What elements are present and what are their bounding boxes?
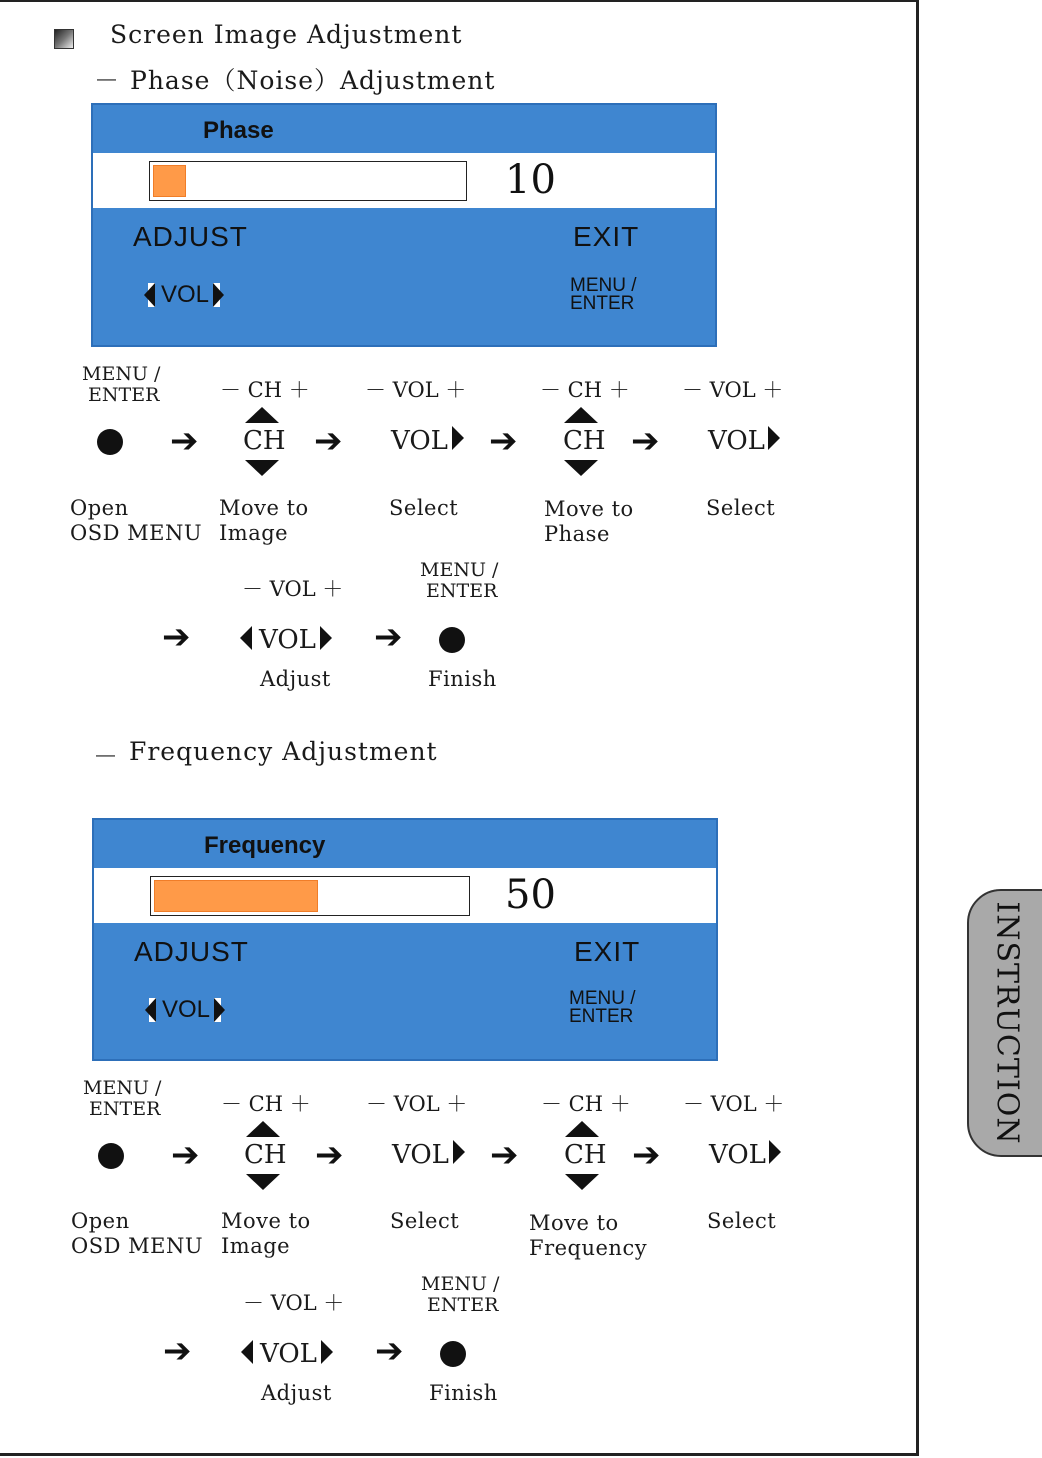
right-triangle-icon [768,426,780,450]
step-key-label: － CH ＋ [540,378,630,402]
osd-enter-line: ENTER [569,1006,634,1027]
left-triangle-icon [240,626,252,650]
ch-key: CH [564,1140,607,1170]
right-triangle-icon [320,626,332,650]
right-arrow-icon: ➔ [631,421,660,461]
down-triangle-icon [245,460,279,476]
vol-key: VOL [391,426,448,456]
frame-bottom-line [0,1453,919,1456]
right-arrow-icon: ➔ [171,1135,200,1175]
osd-title: Frequency [204,832,326,859]
osd-progress-bar [150,876,470,916]
osd-value: 50 [505,872,556,918]
osd-vol-right-key [214,998,221,1022]
step-key-label: － VOL ＋ [365,378,467,402]
step-key-label: MENU / ENTER [83,1077,162,1120]
vol-key: VOL [392,1140,449,1170]
right-arrow-icon: ➔ [170,421,199,461]
osd-adjust-label: ADJUST [134,936,249,967]
step-key-label: － VOL ＋ [366,1092,468,1116]
flow-row-frequency-2 [0,1274,916,1414]
right-triangle-icon [321,1340,333,1364]
osd-vol-label: VOL [161,281,210,308]
osd-progress-fill [154,880,318,912]
section-dash: － [94,66,121,95]
osd-value: 10 [505,157,556,203]
osd-adjust-label: ADJUST [133,221,248,252]
step-key-label: － CH ＋ [541,1092,631,1116]
up-triangle-icon [246,1121,280,1137]
right-arrow-icon: ➔ [314,421,343,461]
step-key-label: － VOL ＋ [242,577,344,601]
flow-row-frequency-1 [0,1074,916,1274]
step-caption: Adjust [261,1381,332,1405]
right-arrow-icon: ➔ [315,1135,344,1175]
page-title: Screen Image Adjustment [110,20,463,49]
step-caption: Open OSD MENU [71,1209,204,1258]
step-caption: Open OSD MENU [70,496,203,545]
right-arrow-icon: ➔ [163,1331,192,1371]
osd-exit-label: EXIT [573,221,640,252]
step-caption: Select [390,1209,460,1233]
flow-row-phase-2 [0,560,916,700]
osd-panel-phase [91,103,717,347]
step-caption: Move to Image [221,1209,311,1258]
left-arrow-icon [145,998,156,1022]
osd-enter-line: ENTER [570,293,635,314]
frame-top-line [0,0,919,2]
osd-title: Phase [203,117,274,144]
osd-value-strip [94,868,716,923]
step-key-label: － VOL ＋ [683,1092,785,1116]
step-caption: Move to Phase [544,497,634,546]
menu-enter-button-icon [97,429,123,455]
osd-vol-control [149,996,221,1024]
up-triangle-icon [245,407,279,423]
menu-enter-button-icon [439,627,465,653]
frame-right-line [916,0,919,1456]
step-key-label: － CH ＋ [221,1092,311,1116]
osd-menu-enter-label [570,277,637,313]
step-caption: Finish [428,667,497,691]
menu-enter-button-icon [440,1341,466,1367]
right-arrow-icon [213,283,224,307]
ch-key: CH [563,426,606,456]
right-triangle-icon [769,1140,781,1164]
vol-key: VOL [260,1339,317,1369]
step-key-label: MENU / ENTER [421,1273,500,1316]
step-caption: Adjust [260,667,331,691]
ch-key: CH [244,1140,287,1170]
osd-vol-control [148,281,220,309]
up-triangle-icon [564,407,598,423]
osd-vol-right-key [213,283,220,307]
right-arrow-icon: ➔ [489,421,518,461]
step-key-label: － VOL ＋ [682,378,784,402]
left-arrow-icon [144,283,155,307]
step-key-label: MENU / ENTER [82,363,161,406]
right-arrow-icon: ➔ [490,1135,519,1175]
osd-vol-label: VOL [162,996,211,1023]
step-key-label: MENU / ENTER [420,559,499,602]
ch-key: CH [243,426,286,456]
menu-enter-button-icon [98,1143,124,1169]
osd-menu-enter-label [569,990,636,1026]
osd-panel-frequency [92,818,718,1061]
right-triangle-icon [453,1140,465,1164]
right-arrow-icon: ➔ [375,1331,404,1371]
instruction-side-tab [967,889,1042,1157]
vol-key: VOL [259,625,316,655]
osd-vol-left-key [149,998,156,1022]
osd-menu-line: MENU / [569,988,636,1009]
flow-row-phase-1 [0,360,916,560]
left-triangle-icon [241,1340,253,1364]
vol-key: VOL [708,426,765,456]
step-caption: Select [706,496,776,520]
step-key-label: － VOL ＋ [243,1291,345,1315]
step-caption: Select [707,1209,777,1233]
osd-progress-bar [149,161,467,201]
step-key-label: － CH ＋ [220,378,310,402]
vol-key: VOL [709,1140,766,1170]
step-caption: Move to Image [219,496,309,545]
right-triangle-icon [452,426,464,450]
up-triangle-icon [565,1121,599,1137]
down-triangle-icon [246,1174,280,1190]
osd-menu-line: MENU / [570,275,637,296]
section-heading-frequency: Frequency Adjustment [129,737,438,766]
section-dash: － [93,742,120,771]
right-arrow-icon: ➔ [632,1135,661,1175]
side-tab-label: INSTRUCTION [989,901,1025,1145]
section-heading-phase: Phase（Noise）Adjustment [130,66,496,95]
osd-vol-left-key [148,283,155,307]
osd-progress-fill [153,165,186,197]
step-caption: Finish [429,1381,498,1405]
down-triangle-icon [565,1174,599,1190]
osd-value-strip [93,153,715,208]
down-triangle-icon [564,460,598,476]
right-arrow-icon [214,998,225,1022]
osd-exit-label: EXIT [574,936,641,967]
step-caption: Move to Frequency [529,1211,648,1260]
step-caption: Select [389,496,459,520]
right-arrow-icon: ➔ [162,617,191,657]
right-arrow-icon: ➔ [374,617,403,657]
square-bullet-icon [54,29,74,49]
